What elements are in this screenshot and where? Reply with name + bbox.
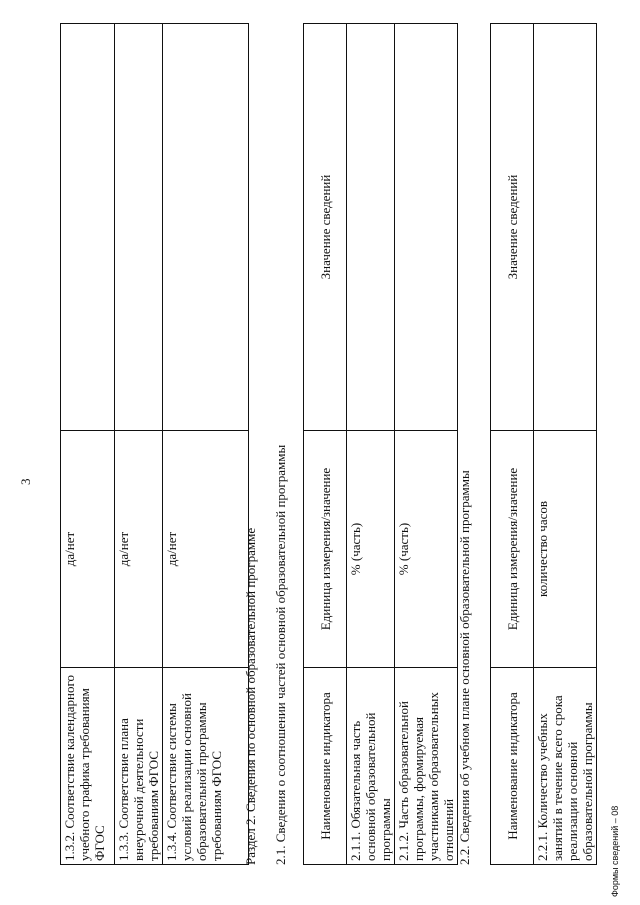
parts-ratio-table: [303, 23, 458, 865]
indicator-value[interactable]: [163, 24, 249, 431]
indicator-name: 2.1.2. Часть образовательной программы, формируемая участниками образовательных отношений: [395, 668, 458, 865]
indicators-table-1: [60, 23, 249, 865]
indicator-name: 1.3.3. Соответствие плана внеурочной деятельности требованиям ФГОС: [115, 668, 163, 865]
table-header-row: [491, 24, 534, 865]
indicator-unit: % (часть): [395, 431, 458, 668]
table-row: [115, 24, 163, 865]
table-row: [163, 24, 249, 865]
indicator-value[interactable]: [395, 24, 458, 431]
header-indicator-name: Наименование индикатора: [491, 668, 534, 865]
header-indicator-name: Наименование индикатора: [304, 668, 347, 865]
indicator-name: 1.3.2. Соответствие календарного учебного графика требованиям ФГОС: [61, 668, 115, 865]
indicator-unit: количество часов: [534, 431, 597, 668]
table-row: [395, 24, 458, 865]
footer-form-label: Формы сведений – 08: [610, 805, 620, 897]
curriculum-table: [490, 23, 597, 865]
section-2-2-title: 2.2. Сведения об учебном плане основной образовательной программы: [457, 470, 472, 865]
table-row: [61, 24, 115, 865]
indicator-unit: да/нет: [115, 431, 163, 668]
indicator-name: 2.2.1. Количество учебных занятий в течение всего срока реализации основной образовательной программы: [534, 668, 597, 865]
table-row: [347, 24, 395, 865]
header-value: Значение сведений: [491, 24, 534, 431]
section-2-1-title: 2.1. Сведения о соотношении частей основной образовательной программы: [273, 444, 288, 865]
indicator-name: 2.1.1. Обязательная часть основной образовательной программы: [347, 668, 395, 865]
indicator-value[interactable]: [115, 24, 163, 431]
indicator-value[interactable]: [534, 24, 597, 431]
page-number: 3: [18, 478, 33, 485]
indicator-unit: да/нет: [61, 431, 115, 668]
table-row: [534, 24, 597, 865]
header-unit: Единица измерения/значение: [304, 431, 347, 668]
indicator-value[interactable]: [347, 24, 395, 431]
indicator-unit: % (часть): [347, 431, 395, 668]
indicator-value[interactable]: [61, 24, 115, 431]
indicator-unit: да/нет: [163, 431, 249, 668]
table-header-row: [304, 24, 347, 865]
indicator-name: 1.3.4. Соответствие системы условий реализации основной образовательной программы требованиям ФГОС: [163, 668, 249, 865]
header-unit: Единица измерения/значение: [491, 431, 534, 668]
section-2-title: Раздел 2. Сведения по основной образовательной программе: [243, 527, 258, 865]
header-value: Значение сведений: [304, 24, 347, 431]
